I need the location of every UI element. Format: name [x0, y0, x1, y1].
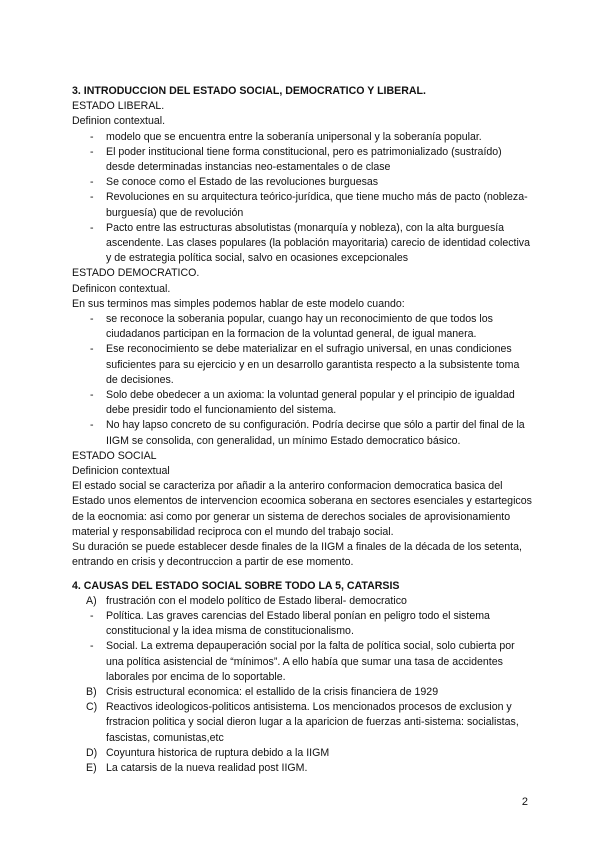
list-item: - se reconoce la soberania popular, cuango hay un reconocimiento de que todos los ciudadanos participan en la formacion de la voluntad general, de igual manera. [72, 312, 532, 342]
democratico-heading: ESTADO DEMOCRATICO. [72, 267, 200, 280]
democratico-list [72, 312, 532, 449]
list-item: - Pacto entre las estructuras absolutistas (monarquía y nobleza), con la alta burguesía ascendente. Las clases populares (la población mayoritaria) carecio de identidad colectiva y de estrategia política social, salvo en ocasiones excepcionales [72, 221, 532, 267]
cause-text: Reactivos ideologicos-politicos antisistema. Los mencionados procesos de exclusion y frstracion politica y social dieron lugar a la aparicion de fuerzas anti-sistema: socialistas, fascistas, comunistas,etc [106, 701, 519, 744]
list-item: - Solo debe obedecer a un axioma: la voluntad general popular y el principio de igualdad debe presidir todo el funcionamiento del sistema. [72, 388, 532, 418]
social-heading: ESTADO SOCIAL [72, 449, 157, 462]
list-item: - Ese reconocimiento se debe materializar en el sufragio universal, en unas condiciones suficientes para su ejercicio y en un desarrollo garantista respecto a la subsistente toma de decisiones. [72, 342, 532, 388]
cause-b [72, 685, 532, 700]
causes-list-continued [72, 685, 532, 776]
list-marker: E) [86, 761, 97, 774]
list-item: - No hay lapso concreto de su configuración. Podría decirse que sólo a partir del final de la IIGM se consolida, con generalidad, un mínimo Estado democratico básico. [72, 418, 532, 448]
cause-text: La catarsis de la nueva realidad post IIGM. [106, 761, 308, 774]
cause-a [72, 594, 532, 609]
document-page [72, 84, 532, 776]
section-3-title: 3. INTRODUCCION DEL ESTADO SOCIAL, DEMOCRATICO Y LIBERAL. [72, 85, 426, 97]
list-marker: B) [86, 685, 97, 698]
cause-text: Crisis estructural economica: el estallido de la crisis financiera de 1929 [106, 685, 439, 698]
list-item: - El poder institucional tiene forma constitucional, pero es patrimonializado (sustraído) desde determinadas instancias neo-estamentales o de clase [72, 145, 532, 175]
democratico-intro: En sus terminos mas simples podemos hablar de este modelo cuando: [72, 297, 405, 310]
section-4-title: 4. CAUSAS DEL ESTADO SOCIAL SOBRE TODO LA 5, CATARSIS [72, 579, 400, 592]
social-subheading: Definicion contextual [72, 465, 170, 478]
social-paragraph-2: Su duración se puede establecer desde finales de la IIGM a finales de la década de los setenta, entrando en crisis y decontruccion a partir de ese momento. [72, 541, 522, 569]
cause-e [72, 761, 532, 776]
liberal-list [72, 130, 532, 267]
page-number: 2 [521, 796, 528, 808]
list-marker: A) [86, 594, 97, 607]
social-paragraph-1: El estado social se caracteriza por añadir a la anteriro conformacion democratica basica del Estado unos elementos de intervencion ecoomica soberana en sectores esenciales y estartegicos de la eocnomia: asi como por generar un sistema de derechos sociales de aprovisionamiento material y responsabilidad reciproca con el mundo del trabajo social. [72, 480, 532, 538]
list-item: - modelo que se encuentra entre la soberanía unipersonal y la soberanía popular. [72, 130, 532, 145]
list-marker: D) [86, 746, 98, 759]
cause-c [72, 700, 532, 746]
list-item: - Social. La extrema depauperación social por la falta de política social, solo cubierta por una política asistencial de “mínimos”. A ello había que sumar una tasa de accidentes laborales por encima de lo soportable. [72, 639, 532, 685]
list-item: - Se conoce como el Estado de las revoluciones burguesas [72, 175, 532, 190]
liberal-heading: ESTADO LIBERAL. [72, 100, 165, 113]
list-marker: C) [86, 701, 98, 714]
cause-text: frustración con el modelo político de Estado liberal- democratico [106, 594, 407, 607]
list-item: - Política. Las graves carencias del Estado liberal ponían en peligro todo el sistema constitucional y la idea misma de constitucionalismo. [72, 609, 532, 639]
causes-list [72, 594, 532, 609]
democratico-subheading: Definicon contextual. [72, 282, 171, 295]
list-item: - Revoluciones en su arquitectura teórico-jurídica, que tiene mucho más de pacto (nobleza-burguesía) que de revolución [72, 190, 532, 220]
cause-a-sublist [72, 609, 532, 685]
cause-d [72, 746, 532, 761]
cause-text: Coyuntura historica de ruptura debido a la IIGM [106, 746, 330, 759]
liberal-subheading: Definion contextual. [72, 115, 166, 128]
